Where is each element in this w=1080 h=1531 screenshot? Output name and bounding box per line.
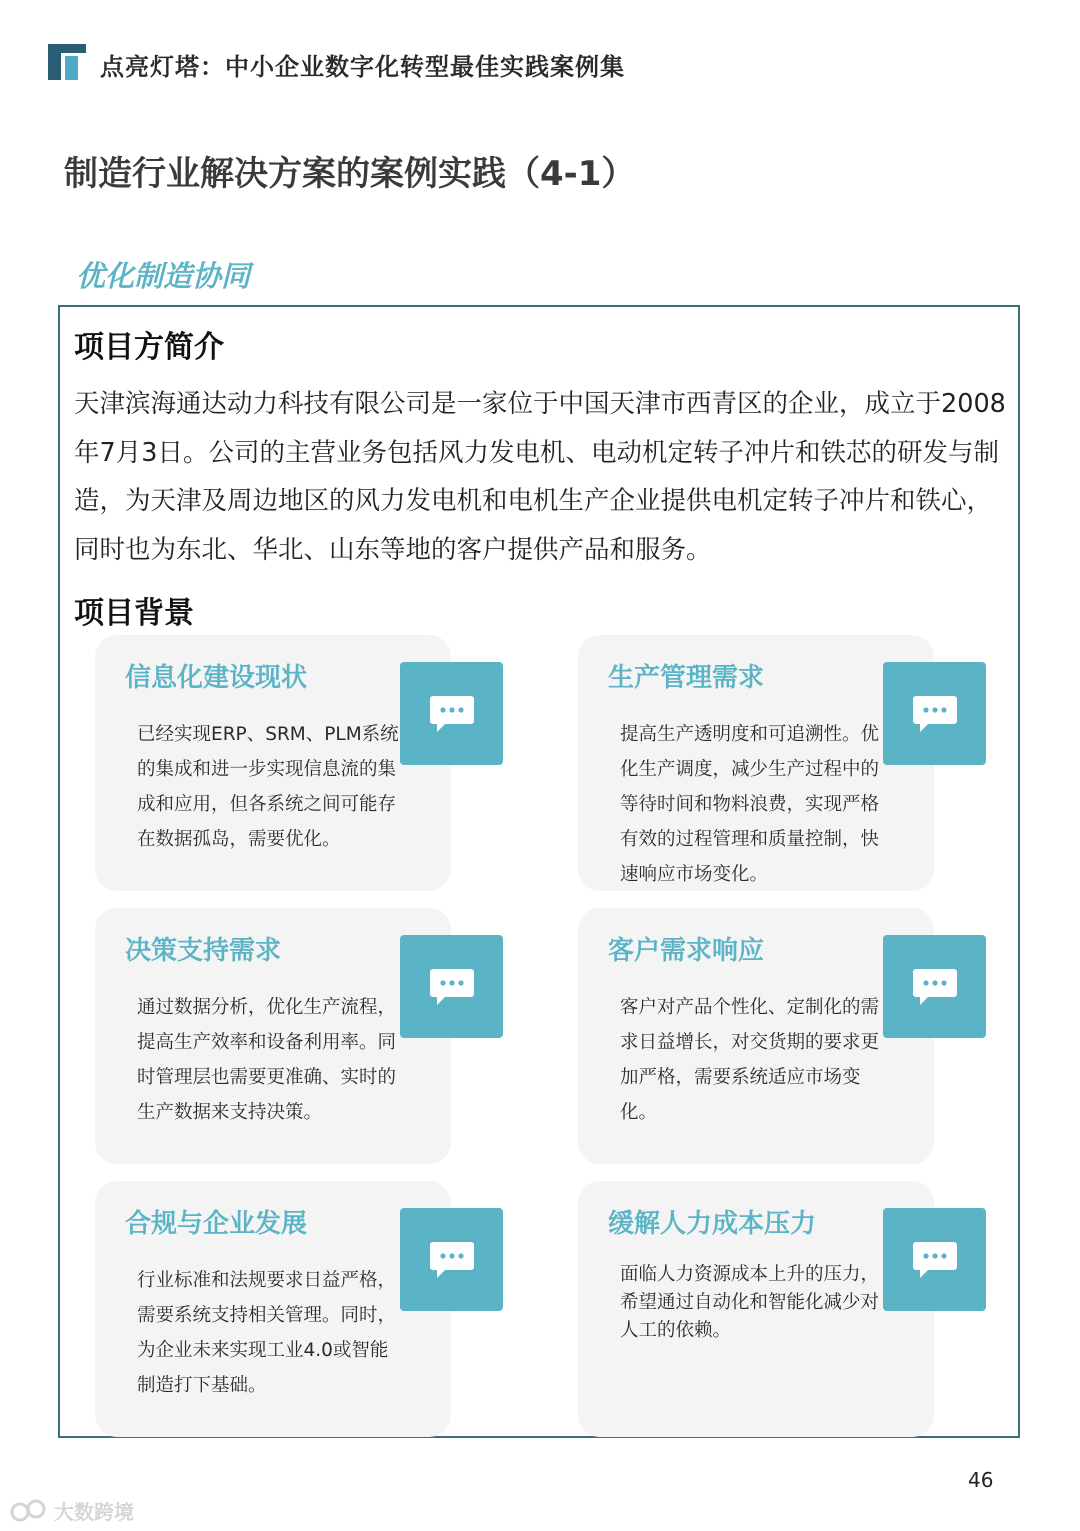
card-body: 提高生产透明度和可追溯性。优化生产调度，减少生产过程中的等待时间和物料浪费，实现严格有效的过程管理和质量控制，快速响应市场变化。 [620, 724, 880, 885]
background-card [578, 908, 934, 1164]
chat-icon-tile [883, 1208, 986, 1311]
card-body: 客户对产品个性化、定制化的需求日益增长，对交货期的要求更加严格，需要系统适应市场变化。 [620, 997, 880, 1123]
intro-heading: 项目方简介 [74, 330, 224, 365]
chat-icon-tile [400, 935, 503, 1038]
chat-bubble-icon [912, 1240, 958, 1280]
card-title: 生产管理需求 [608, 663, 765, 693]
card-body: 已经实现ERP、SRM、PLM系统的集成和进一步实现信息流的集成和应用，但各系统之间可能存在数据孤岛，需要优化。 [137, 724, 399, 850]
report-title: 点亮灯塔：中小企业数字化转型最佳实践案例集 [100, 53, 625, 81]
page-number: 46 [968, 1468, 994, 1492]
chat-bubble-icon [429, 967, 475, 1007]
chat-bubble-icon [912, 967, 958, 1007]
card-title: 合规与企业发展 [125, 1209, 308, 1239]
section-tag: 优化制造协同 [76, 259, 251, 293]
background-card [95, 635, 451, 891]
card-body: 通过数据分析，优化生产流程，提高生产效率和设备利用率。同时管理层也需要更准确、实时的生产数据来支持决策。 [137, 997, 397, 1123]
brand-logo-icon [48, 44, 86, 80]
card-title: 决策支持需求 [125, 936, 282, 966]
watermark-logo-icon [10, 1498, 50, 1524]
watermark [10, 1496, 134, 1525]
background-card [578, 635, 934, 891]
background-card [95, 908, 451, 1164]
background-heading: 项目背景 [74, 596, 194, 631]
card-title: 缓解人力成本压力 [608, 1209, 817, 1239]
card-title: 客户需求响应 [608, 936, 765, 966]
background-card [578, 1181, 934, 1437]
chat-bubble-icon [429, 1240, 475, 1280]
card-body: 行业标准和法规要求日益严格，需要系统支持相关管理。同时，为企业未来实现工业4.0或智能制造打下基础。 [137, 1270, 397, 1396]
card-title: 信息化建设现状 [125, 663, 308, 693]
chat-icon-tile [400, 662, 503, 765]
background-card [95, 1181, 451, 1437]
chat-bubble-icon [429, 694, 475, 734]
page-title: 制造行业解决方案的案例实践（4-1） [64, 154, 636, 194]
chat-icon-tile [883, 662, 986, 765]
intro-text: 天津滨海通达动力科技有限公司是一家位于中国天津市西青区的企业，成立于2008年7月3日。公司的主营业务包括风力发电机、电动机定转子冲片和铁芯的研发与制造，为天津及周边地区的风力发电机和电机生产企业提供电机定转子冲片和铁心，同时也为东北、华北、山东等地的客户提供产品和服务。 [74, 389, 1006, 565]
chat-icon-tile [883, 935, 986, 1038]
card-body: 面临人力资源成本上升的压力，希望通过自动化和智能化减少对人工的依赖。 [620, 1264, 880, 1341]
chat-icon-tile [400, 1208, 503, 1311]
watermark-text: 大数跨境 [54, 1500, 134, 1524]
chat-bubble-icon [912, 694, 958, 734]
